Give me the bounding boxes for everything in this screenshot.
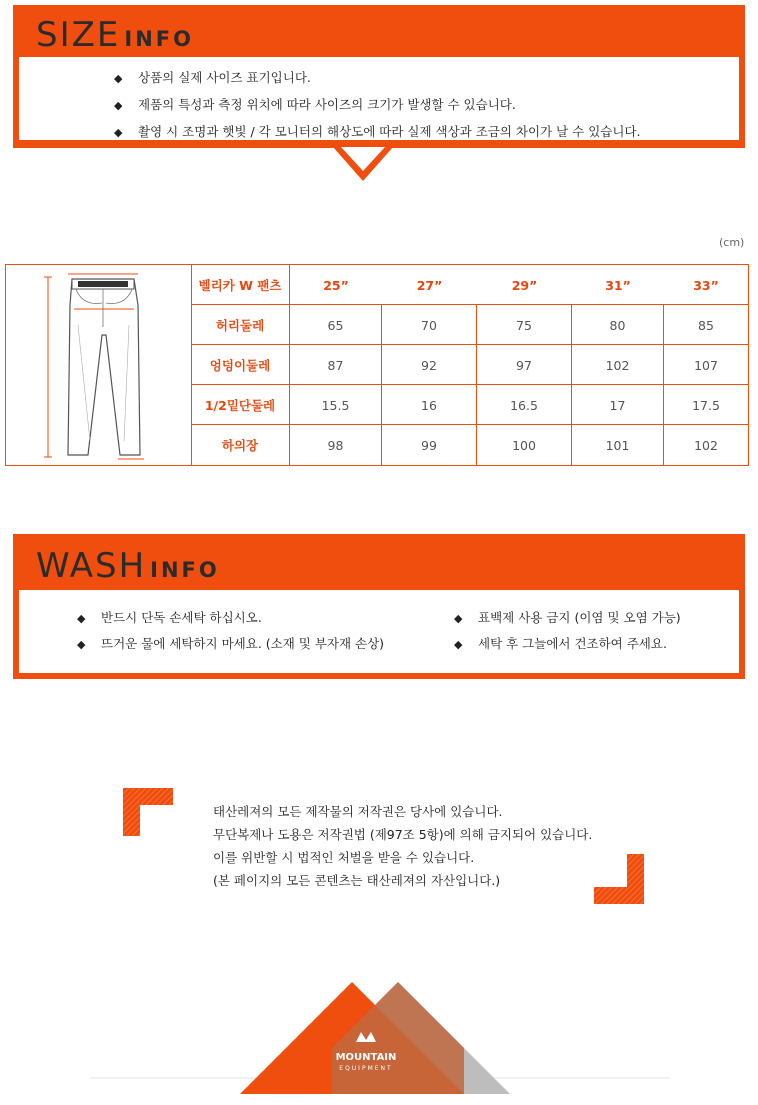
wash-info-title — [36, 546, 220, 586]
table-cell: 16 — [382, 385, 477, 425]
copyright-notice — [213, 800, 592, 892]
wash-note-text: 세탁 후 그늘에서 건조하여 주세요. — [478, 636, 667, 651]
table-cell: 102 — [572, 345, 664, 385]
size-info-notes — [19, 57, 739, 140]
wash-note-text: 반드시 단독 손세탁 하십시오. — [101, 610, 262, 625]
wash-note-text: 뜨거운 물에 세탁하지 마세요. (소재 및 부자재 손상) — [101, 636, 385, 651]
row-label: 엉덩이둘레 — [191, 345, 290, 385]
table-row — [191, 345, 748, 385]
table-row — [191, 305, 748, 345]
size-note — [114, 119, 641, 146]
wash-info-notes — [19, 590, 739, 673]
size-grid — [191, 265, 748, 465]
size-header-row — [191, 265, 748, 305]
table-cell: 100 — [477, 425, 572, 465]
table-cell: 102 — [694, 437, 718, 453]
table-cell: 80 — [572, 305, 664, 345]
table-cell: 107 — [694, 357, 718, 373]
size-info-title — [36, 15, 194, 55]
copyright-line: 태산레져의 모든 제작물의 저작권은 당사에 있습니다. — [213, 804, 503, 819]
speech-pointer-icon — [333, 147, 393, 183]
diamond-icon: ◆ — [114, 126, 123, 139]
size-note-text: 제품의 특성과 측정 위치에 따라 사이즈의 크기가 발생할 수 있습니다. — [138, 97, 516, 112]
diamond-icon: ◆ — [77, 638, 86, 651]
size-note — [114, 92, 641, 119]
table-cell: 17 — [572, 385, 664, 425]
table-cell: 16.5 — [477, 385, 572, 425]
copyright-line: 이를 위반할 시 법적인 처벌을 받을 수 있습니다. — [213, 850, 475, 865]
copyright-line: (본 페이지의 모든 콘텐츠는 태산레져의 자산입니다.) — [213, 873, 501, 888]
size-header: 33” — [693, 277, 719, 293]
corner-bracket-icon — [123, 788, 173, 836]
table-cell: 17.5 — [692, 397, 720, 413]
wash-note — [77, 605, 384, 631]
pants-diagram — [6, 265, 192, 465]
diamond-icon: ◆ — [114, 99, 123, 112]
size-header: 27” — [416, 277, 443, 293]
diamond-icon: ◆ — [77, 612, 86, 625]
row-label: 허리둘레 — [191, 305, 290, 345]
size-note — [114, 65, 641, 92]
table-cell: 70 — [382, 305, 477, 345]
size-title-small: INFO — [124, 27, 194, 51]
wash-title-big: WASH — [36, 546, 147, 586]
wash-note — [454, 605, 681, 631]
logo-text-mountain: MOUNTAIN — [335, 1052, 397, 1063]
size-info-panel — [13, 5, 745, 148]
pants-icon — [6, 265, 191, 465]
row-label: 1/2밑단둘레 — [191, 385, 290, 425]
table-row — [191, 385, 748, 425]
table-row — [191, 425, 748, 465]
table-cell: 15.5 — [290, 385, 382, 425]
diamond-icon: ◆ — [114, 72, 123, 85]
size-table — [5, 264, 749, 466]
unit-label: (cm) — [719, 236, 745, 249]
table-cell: 85 — [698, 317, 714, 333]
wash-note-text: 표백제 사용 금지 (이염 및 오염 가능) — [478, 610, 681, 625]
wash-title-small: INFO — [150, 558, 220, 582]
wash-note — [77, 631, 384, 657]
table-cell: 92 — [382, 345, 477, 385]
table-cell: 97 — [477, 345, 572, 385]
size-header: 29” — [511, 277, 538, 293]
copyright-line: 무단복제나 도용은 저작권법 (제97조 5항)에 의해 금지되어 있습니다. — [213, 827, 593, 842]
size-note-text: 촬영 시 조명과 햇빛 / 각 모니터의 해상도에 따라 실제 색상과 조금의 차이가 날 수 있습니다. — [138, 124, 641, 139]
logo-text-equipment: EQUIPMENT — [339, 1065, 393, 1072]
table-cell: 99 — [382, 425, 477, 465]
table-cell: 98 — [290, 425, 382, 465]
product-name: 벨리카 W 팬츠 — [191, 265, 290, 305]
table-cell: 87 — [290, 345, 382, 385]
corner-bracket-icon — [594, 854, 644, 904]
size-title-big: SIZE — [36, 15, 121, 55]
table-cell: 101 — [572, 425, 664, 465]
table-cell: 65 — [290, 305, 382, 345]
size-header: 25” — [323, 277, 349, 293]
diamond-icon: ◆ — [454, 612, 463, 625]
table-cell: 75 — [477, 305, 572, 345]
row-label: 하의장 — [191, 425, 290, 465]
wash-note — [454, 631, 681, 657]
diamond-icon: ◆ — [454, 638, 463, 651]
mountain-equipment-logo — [90, 980, 670, 1105]
size-header: 31” — [605, 277, 631, 293]
wash-info-panel — [13, 534, 745, 679]
size-note-text: 상품의 실제 사이즈 표기입니다. — [138, 70, 311, 85]
